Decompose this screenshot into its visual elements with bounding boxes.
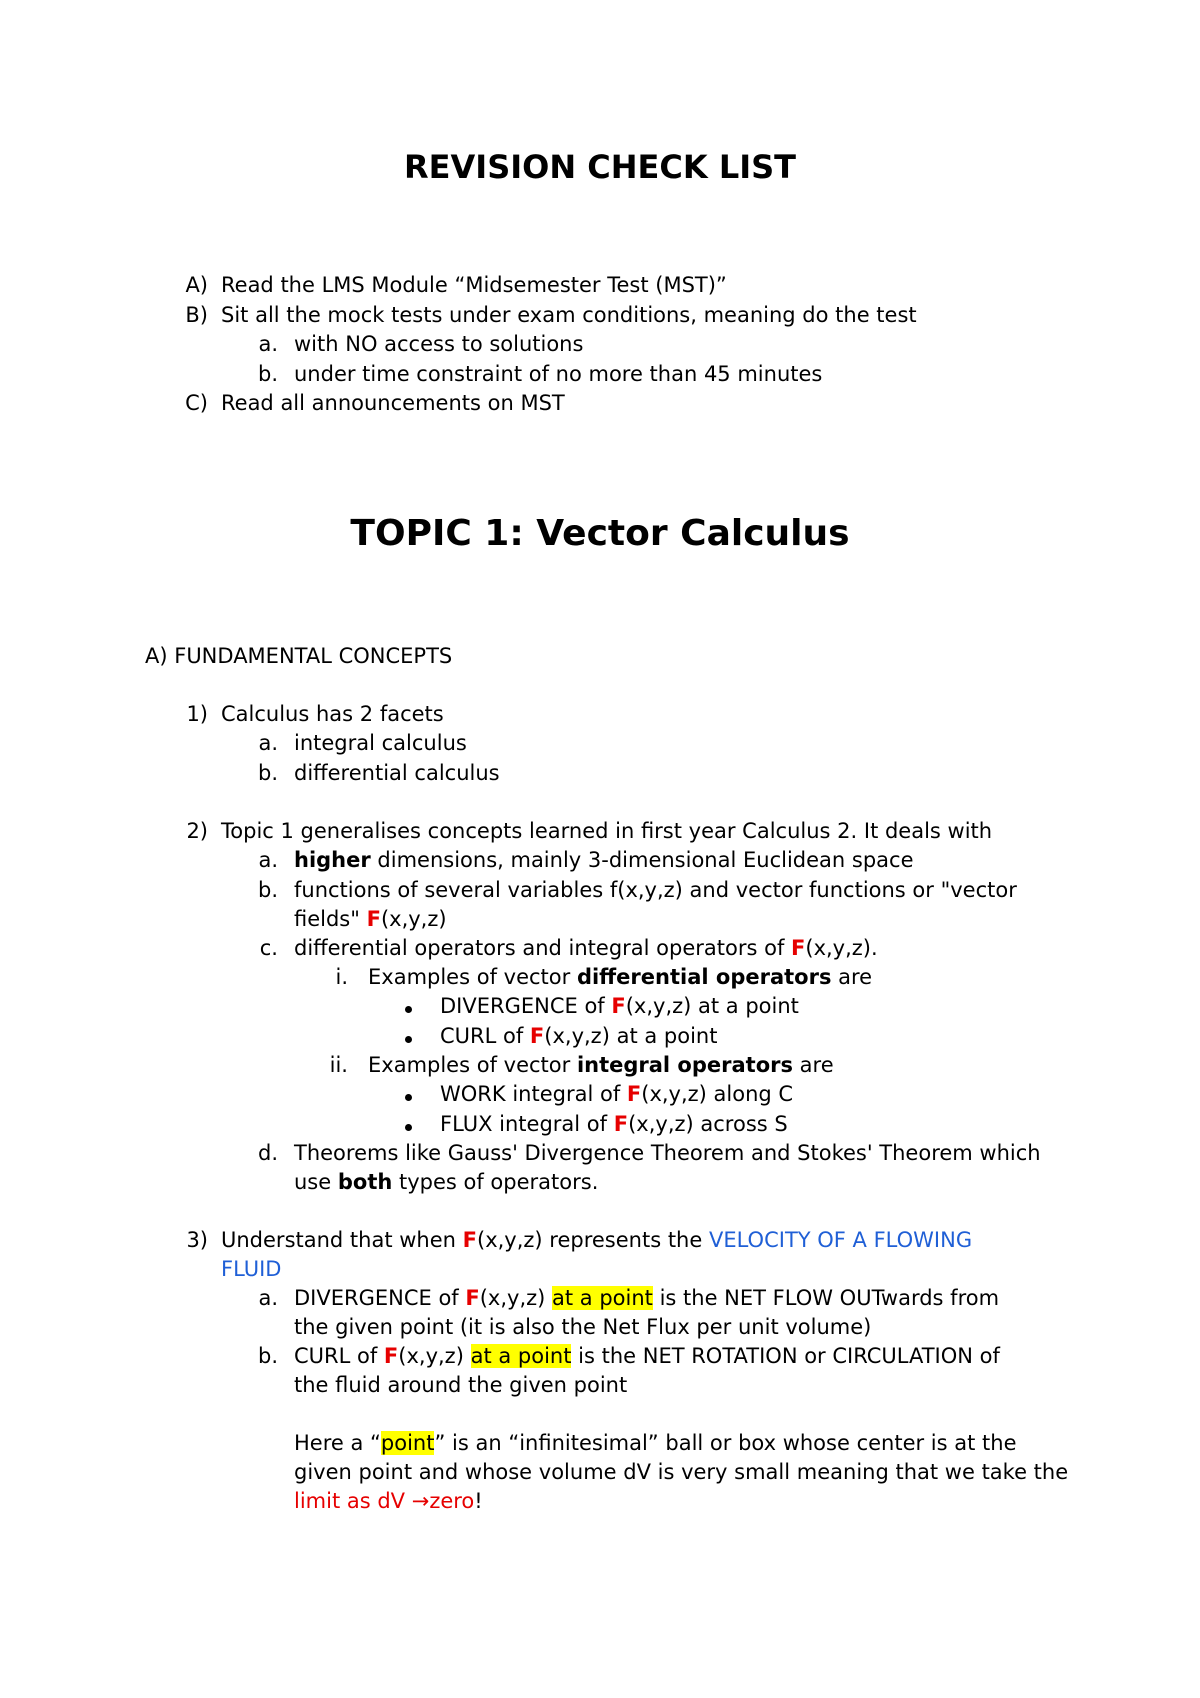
- bold-text: higher: [294, 848, 371, 872]
- text: (x,y,z) at a point: [625, 994, 799, 1018]
- text: WORK integral of: [440, 1082, 627, 1106]
- list-item: [294, 1341, 1000, 1371]
- text: (x,y,z).: [805, 936, 878, 960]
- list-marker: C): [185, 391, 208, 415]
- list-item: [440, 1079, 793, 1109]
- vector-field-symbol: F: [462, 1228, 477, 1252]
- text: CURL of: [440, 1024, 530, 1048]
- bold-text: both: [337, 1170, 393, 1194]
- text: are: [831, 965, 873, 989]
- list-marker: 3): [186, 1228, 208, 1252]
- note-paragraph: [294, 1486, 483, 1516]
- list-marker: c.: [259, 936, 278, 960]
- list-item: Sit all the mock tests under exam conditions, meaning do the test: [221, 303, 917, 327]
- list-marker: b.: [257, 761, 278, 785]
- text: (x,y,z) across S: [628, 1112, 788, 1136]
- list-item: [440, 1109, 788, 1139]
- note-paragraph: given point and whose volume dV is very small meaning that we take the: [294, 1460, 1069, 1484]
- list-item: [294, 933, 878, 963]
- list-marker: b.: [257, 362, 278, 386]
- list-marker: d.: [257, 1141, 278, 1165]
- list-item: [294, 845, 914, 875]
- text: (x,y,z): [479, 1286, 553, 1310]
- vector-field-symbol: F: [383, 1344, 399, 1368]
- list-item: functions of several variables f(x,y,z) and vector functions or "vector: [294, 878, 1017, 902]
- vector-field-symbol: F: [529, 1024, 545, 1048]
- vector-field-symbol: F: [366, 907, 381, 931]
- text: differential operators and integral operators of: [294, 936, 792, 960]
- vector-field-symbol: F: [791, 936, 806, 960]
- text: is the NET ROTATION or CIRCULATION of: [571, 1344, 1000, 1368]
- list-marker: b.: [257, 878, 278, 902]
- text: types of operators.: [392, 1170, 599, 1194]
- list-item: [368, 962, 872, 992]
- text: fields": [294, 907, 367, 931]
- highlighted-text: at a point: [552, 1286, 653, 1310]
- list-item-continued: [294, 1167, 598, 1197]
- text: !: [474, 1489, 483, 1513]
- list-marker: 2): [186, 819, 208, 843]
- highlight-text: FLUID: [221, 1257, 282, 1281]
- list-item: integral calculus: [294, 731, 467, 755]
- vector-field-symbol: F: [611, 994, 626, 1018]
- list-marker: B): [185, 303, 208, 327]
- list-item: Read all announcements on MST: [221, 391, 565, 415]
- text: ” is an “infinitesimal” ball or box whose center is at the: [434, 1431, 1017, 1455]
- list-item-continued: [294, 904, 447, 934]
- vector-field-symbol: F: [626, 1082, 642, 1106]
- list-item: [440, 1021, 717, 1051]
- list-item-continued: the fluid around the given point: [294, 1373, 628, 1397]
- highlighted-text: at a point: [470, 1344, 572, 1368]
- bullet-icon: [405, 1124, 412, 1131]
- highlight-text: VELOCITY OF A FLOWING: [708, 1228, 973, 1252]
- text: are: [793, 1053, 834, 1077]
- topic-title: TOPIC 1: Vector Calculus: [350, 513, 850, 554]
- text: Understand that when: [221, 1228, 463, 1252]
- list-item: [221, 1225, 972, 1255]
- red-text: limit as dV →zero: [294, 1489, 475, 1513]
- list-item: differential calculus: [294, 761, 500, 785]
- text: Examples of vector: [368, 1053, 577, 1077]
- text: dimensions, mainly 3-dimensional Euclidean space: [370, 848, 914, 872]
- text: CURL of: [294, 1344, 384, 1368]
- list-item: Read the LMS Module “Midsemester Test (MST)”: [221, 273, 727, 297]
- vector-field-symbol: F: [613, 1112, 629, 1136]
- text: (x,y,z): [398, 1344, 471, 1368]
- list-item: with NO access to solutions: [294, 332, 584, 356]
- bold-text: differential operators: [576, 965, 832, 989]
- list-item: [440, 991, 799, 1021]
- text: is the NET FLOW OUTwards from: [652, 1286, 1000, 1310]
- text: (x,y,z) represents the: [477, 1228, 709, 1252]
- text: Here a “: [294, 1431, 381, 1455]
- list-marker: a.: [258, 332, 278, 356]
- bold-text: integral operators: [576, 1053, 793, 1077]
- list-marker: a.: [258, 1286, 278, 1310]
- text: FLUX integral of: [440, 1112, 614, 1136]
- list-marker: A): [185, 273, 208, 297]
- bullet-icon: [405, 1006, 412, 1013]
- text: (x,y,z) along C: [641, 1082, 794, 1106]
- text: use: [294, 1170, 338, 1194]
- page-title: REVISION CHECK LIST: [404, 148, 796, 186]
- list-marker: 1): [186, 702, 208, 726]
- bullet-icon: [405, 1036, 412, 1043]
- section-heading: A) FUNDAMENTAL CONCEPTS: [145, 644, 453, 668]
- list-item: under time constraint of no more than 45 minutes: [294, 362, 823, 386]
- list-item: Calculus has 2 facets: [221, 702, 444, 726]
- bullet-icon: [405, 1094, 412, 1101]
- list-item: [368, 1050, 834, 1080]
- list-item-continued: the given point (it is also the Net Flux per unit volume): [294, 1315, 872, 1339]
- list-marker: a.: [258, 731, 278, 755]
- text: (x,y,z): [380, 907, 447, 931]
- highlighted-text: point: [380, 1431, 435, 1455]
- list-marker: ii.: [329, 1053, 348, 1077]
- list-marker: i.: [335, 965, 348, 989]
- list-marker: b.: [257, 1344, 278, 1368]
- text: Examples of vector: [368, 965, 577, 989]
- vector-field-symbol: F: [465, 1286, 480, 1310]
- text: (x,y,z) at a point: [544, 1024, 718, 1048]
- note-paragraph: [294, 1428, 1017, 1458]
- list-item: Theorems like Gauss' Divergence Theorem and Stokes' Theorem which: [294, 1141, 1041, 1165]
- text: DIVERGENCE of: [440, 994, 612, 1018]
- text: DIVERGENCE of: [294, 1286, 466, 1310]
- list-item: Topic 1 generalises concepts learned in first year Calculus 2. It deals with: [221, 819, 993, 843]
- list-marker: a.: [258, 848, 278, 872]
- list-item: [294, 1283, 999, 1313]
